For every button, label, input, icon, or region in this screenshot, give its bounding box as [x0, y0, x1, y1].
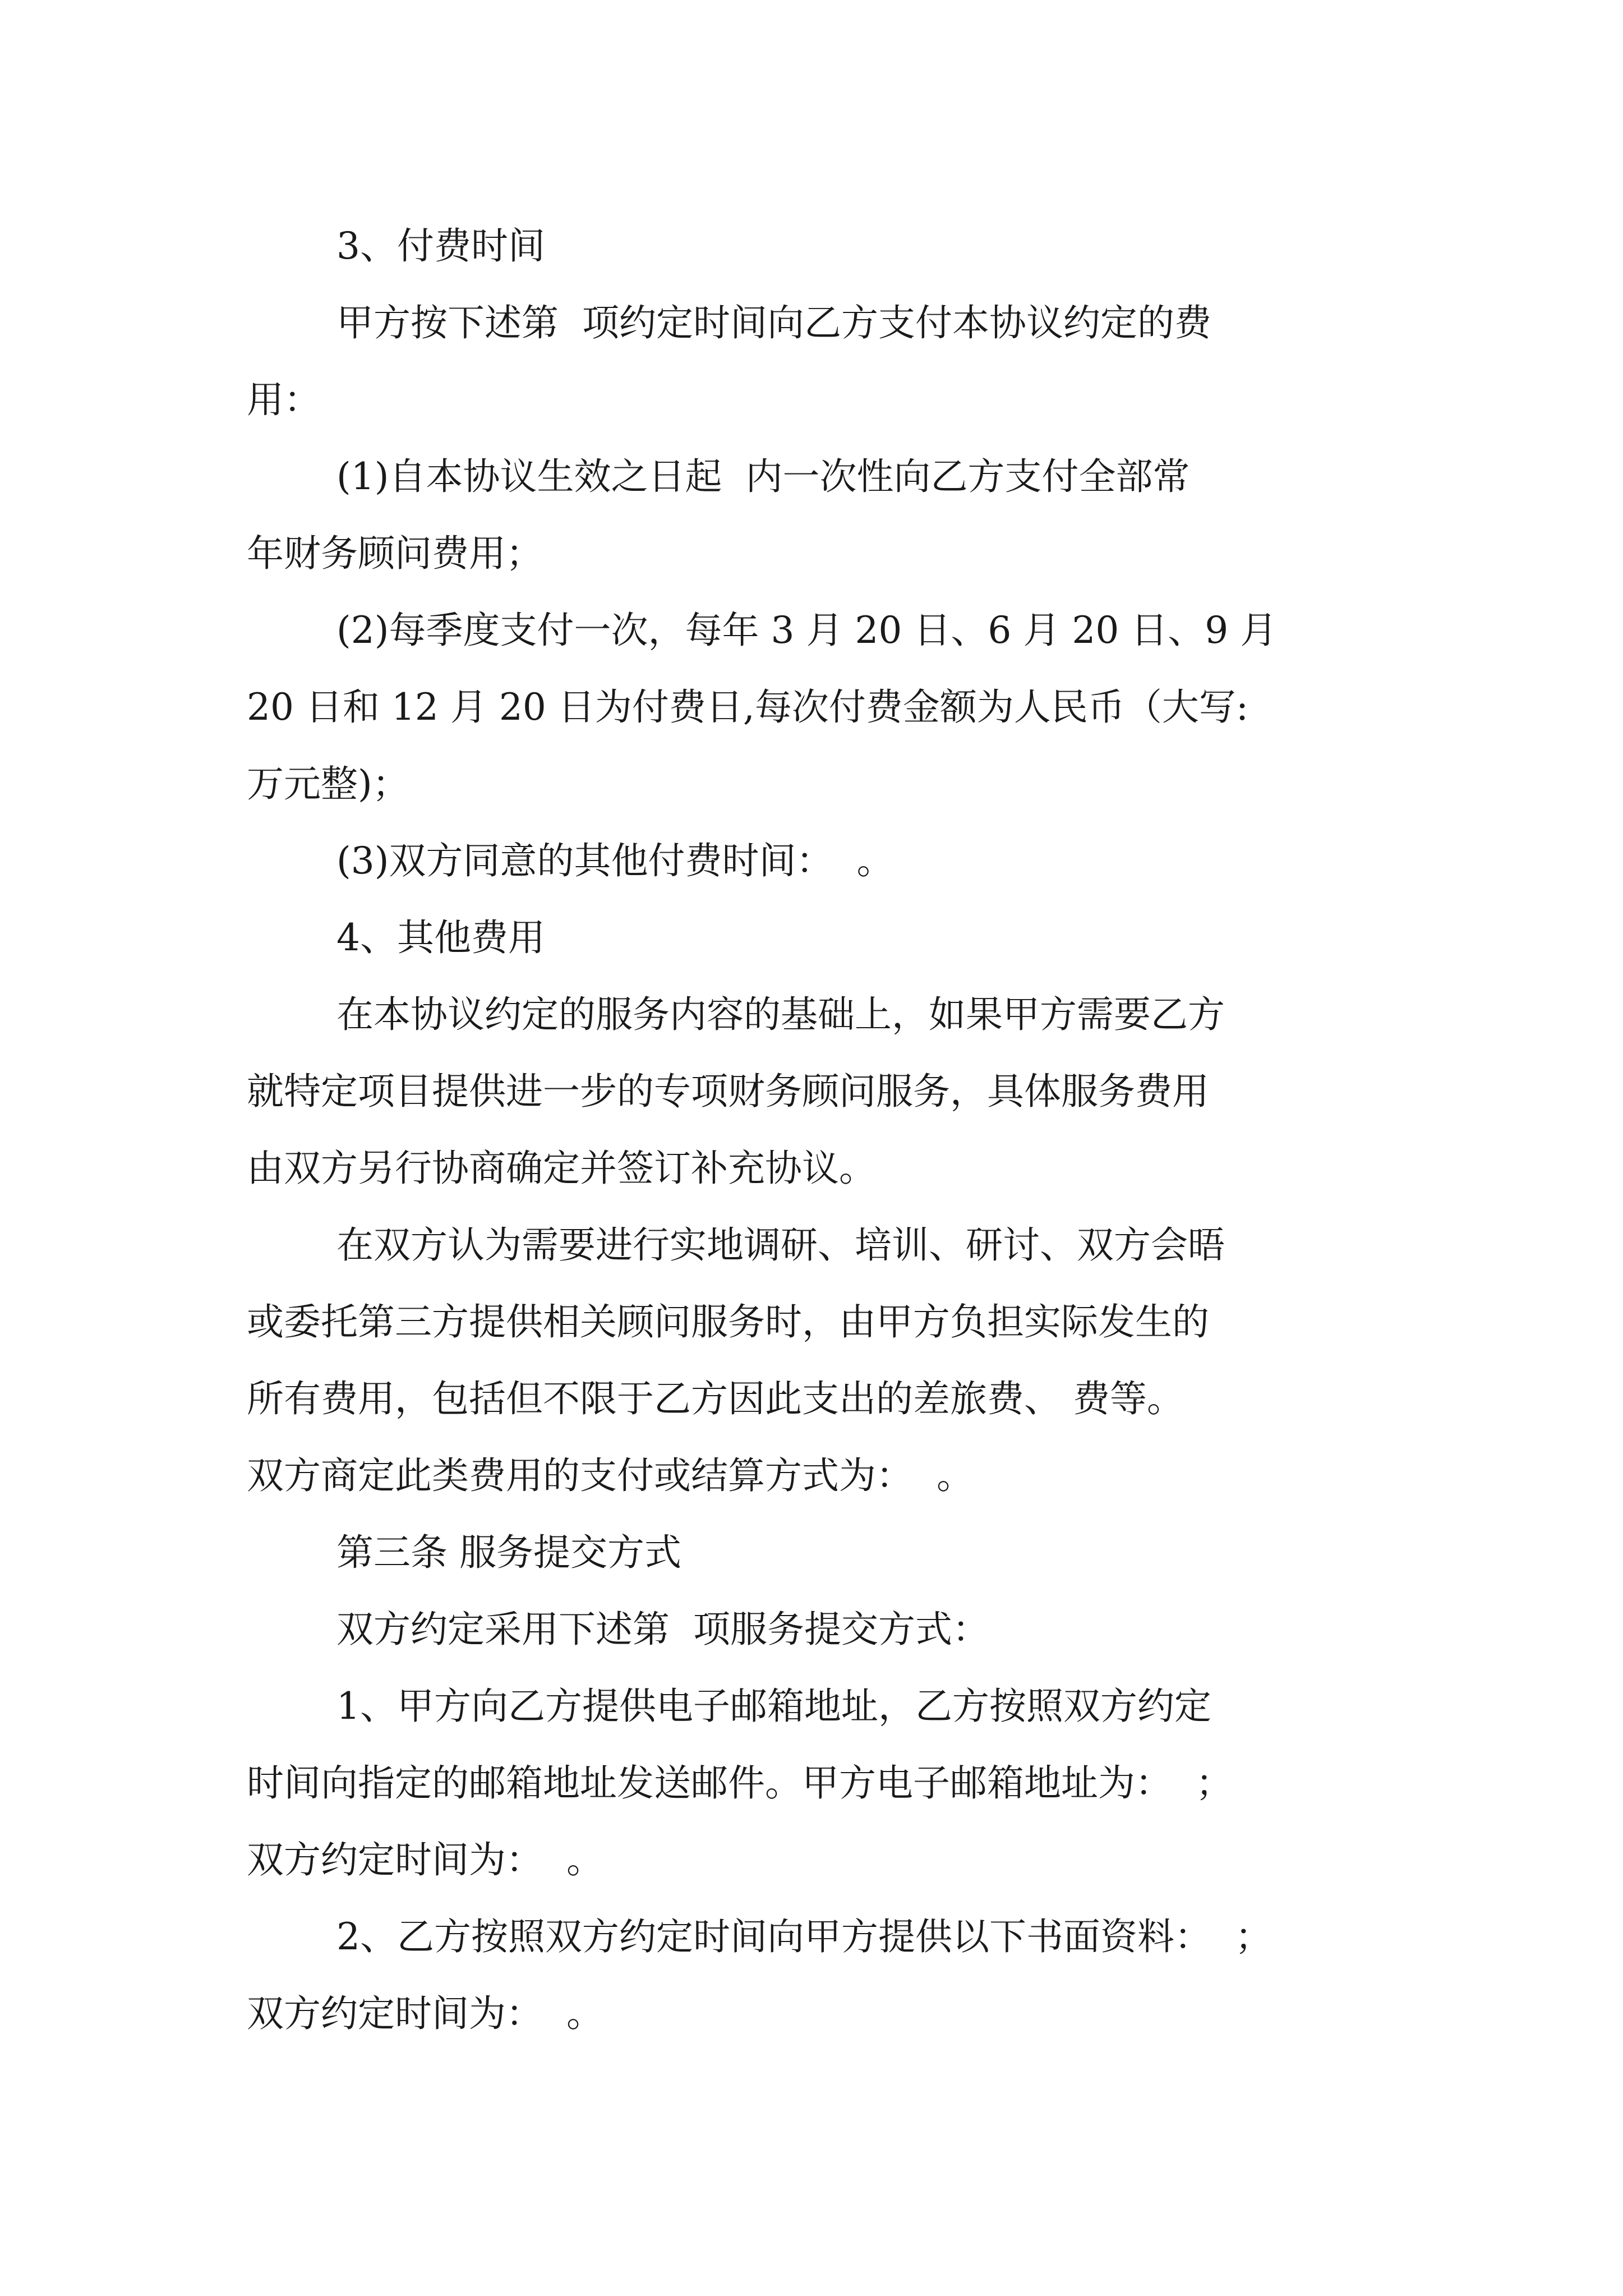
paragraph-line: 甲方按下述第 项约定时间向乙方支付本协议约定的费 — [336, 301, 1211, 344]
paragraph-line: 双方约定采用下述第 项服务提交方式： — [336, 1608, 989, 1651]
paragraph-line: 在本协议约定的服务内容的基础上，如果甲方需要乙方 — [336, 993, 1225, 1036]
paragraph-line: 双方约定时间为： 。 — [247, 1992, 603, 2035]
paragraph-line: 双方约定时间为： 。 — [247, 1838, 603, 1881]
section-heading-other-fees: 4、其他费用 — [336, 916, 545, 959]
paragraph-line: 所有费用，包括但不限于乙方因此支出的差旅费、 费等。 — [247, 1377, 1184, 1420]
section-heading-payment-time: 3、付费时间 — [336, 224, 545, 268]
paragraph-line: (3)双方同意的其他付费时间： 。 — [336, 839, 894, 882]
paragraph-line: 2、乙方按照双方约定时间向甲方提供以下书面资料： ； — [336, 1915, 1272, 1958]
paragraph-line: 20 日和 12 月 20 日为付费日,每次付费金额为人民币（大写: — [247, 685, 1249, 729]
article-heading-service-delivery: 第三条 服务提交方式 — [336, 1531, 681, 1574]
paragraph-line: 时间向指定的邮箱地址发送邮件。甲方电子邮箱地址为： ； — [247, 1761, 1233, 1805]
paragraph-line: 或委托第三方提供相关顾问服务时，由甲方负担实际发生的 — [247, 1300, 1209, 1343]
paragraph-line: 用： — [247, 378, 321, 421]
paragraph-line: 双方商定此类费用的支付或结算方式为： 。 — [247, 1454, 974, 1497]
paragraph-line: 就特定项目提供进一步的专项财务顾问服务，具体服务费用 — [247, 1070, 1209, 1113]
document-body — [247, 208, 1396, 2052]
paragraph-line: 由双方另行协商确定并签订补充协议。 — [247, 1147, 876, 1190]
paragraph-line: 年财务顾问费用； — [247, 532, 543, 575]
paragraph-line: (1)自本协议生效之日起 内一次性向乙方支付全部常 — [336, 455, 1190, 498]
paragraph-line: 在双方认为需要进行实地调研、培训、研讨、双方会晤 — [336, 1223, 1225, 1267]
paragraph-line: (2)每季度支付一次，每年 3 月 20 日、6 月 20 日、9 月 — [336, 609, 1278, 652]
paragraph-line: 万元整)； — [247, 762, 409, 806]
paragraph-line: 1、甲方向乙方提供电子邮箱地址，乙方按照双方约定 — [336, 1685, 1211, 1728]
